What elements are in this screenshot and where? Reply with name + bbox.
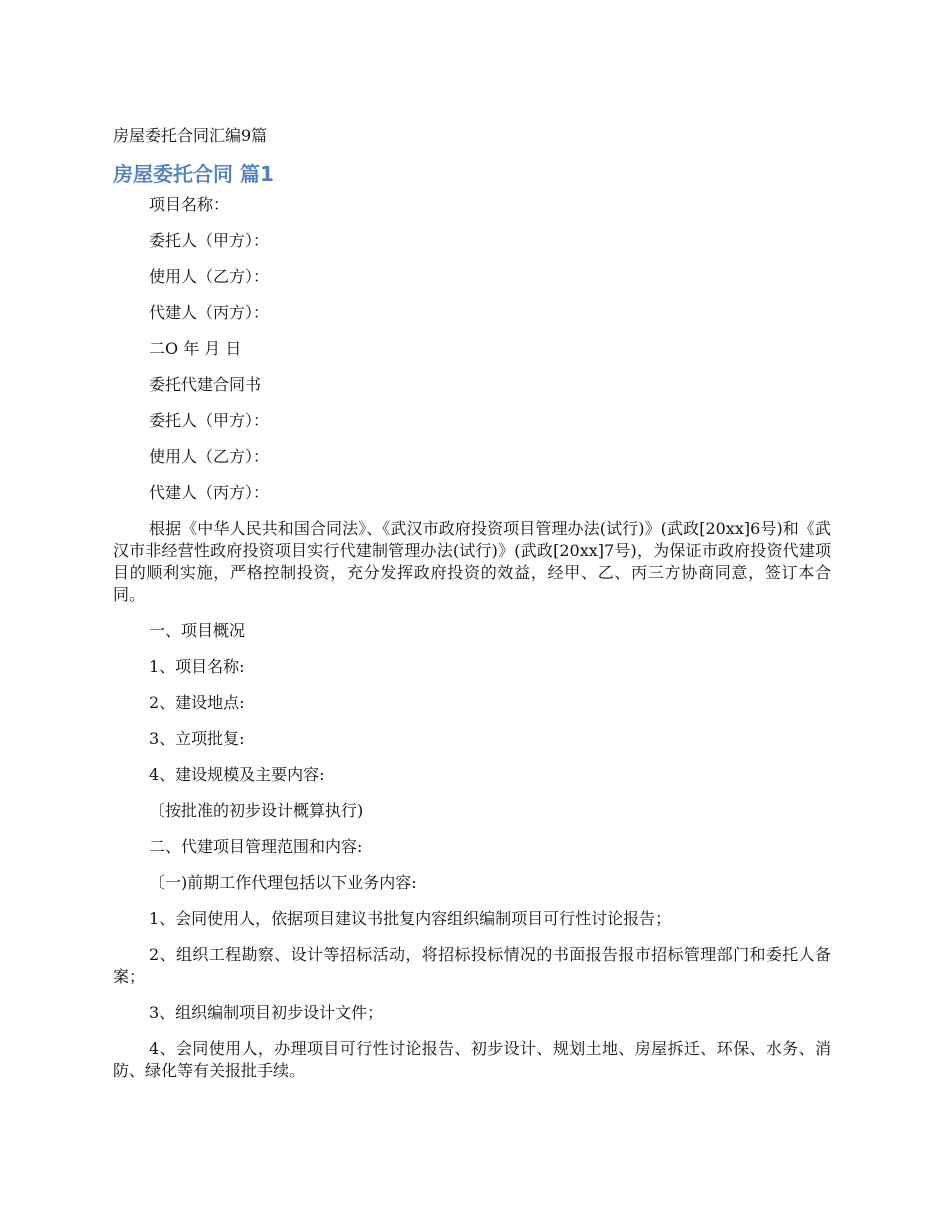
document-page	[113, 124, 831, 1096]
paragraph: 一、项目概况	[149, 621, 246, 640]
paragraph: 代建人（丙方）：	[149, 483, 270, 502]
paragraph: 2、组织工程勘察、设计等招标活动，将招标投标情况的书面报告报市招标管理部门和委托人备案；	[113, 945, 831, 986]
paragraph: 委托人（甲方）：	[149, 231, 270, 250]
paragraph: 1、会同使用人，依据项目建议书批复内容组织编制项目可行性讨论报告；	[149, 909, 672, 928]
paragraph: 3、组织编制项目初步设计文件；	[149, 1003, 384, 1022]
paragraph: 根据《中华人民共和国合同法》、《武汉市政府投资项目管理办法(试行)》(武政[20xx]6号)和《武汉市非经营性政府投资项目实行代建制管理办法(试行)》(武政[20xx]7号)，为保证市政府投资代建项目的顺利实施，严格控制投资，充分发挥政府投资的效益，经甲、乙、丙三方协商同意，签订本合同。	[113, 519, 831, 604]
paragraph: 使用人（乙方）：	[149, 267, 270, 286]
paragraph: 委托人（甲方）：	[149, 411, 270, 430]
paragraph: 3、立项批复:	[149, 729, 245, 748]
paragraph: 〔按批准的初步设计概算执行)	[149, 801, 364, 820]
paragraph: 项目名称：	[149, 195, 230, 214]
paragraph: 4、建设规模及主要内容:	[149, 765, 325, 784]
paragraph: 二、代建项目管理范围和内容:	[149, 837, 363, 856]
paragraph: 代建人（丙方）：	[149, 303, 270, 322]
paragraph: 二O 年 月 日	[149, 339, 242, 358]
paragraph: 〔一)前期工作代理包括以下业务内容:	[149, 873, 417, 892]
document-title: 房屋委托合同汇编9篇	[113, 126, 268, 145]
paragraph: 委托代建合同书	[149, 375, 262, 394]
paragraph: 使用人（乙方）：	[149, 447, 270, 466]
paragraph: 4、会同使用人，办理项目可行性讨论报告、初步设计、规划土地、房屋拆迁、环保、水务、消防、绿化等有关报批手续。	[113, 1039, 831, 1080]
section-heading: 房屋委托合同 篇1	[113, 162, 274, 186]
paragraph: 2、建设地点:	[149, 693, 245, 712]
paragraph: 1、项目名称:	[149, 657, 245, 676]
